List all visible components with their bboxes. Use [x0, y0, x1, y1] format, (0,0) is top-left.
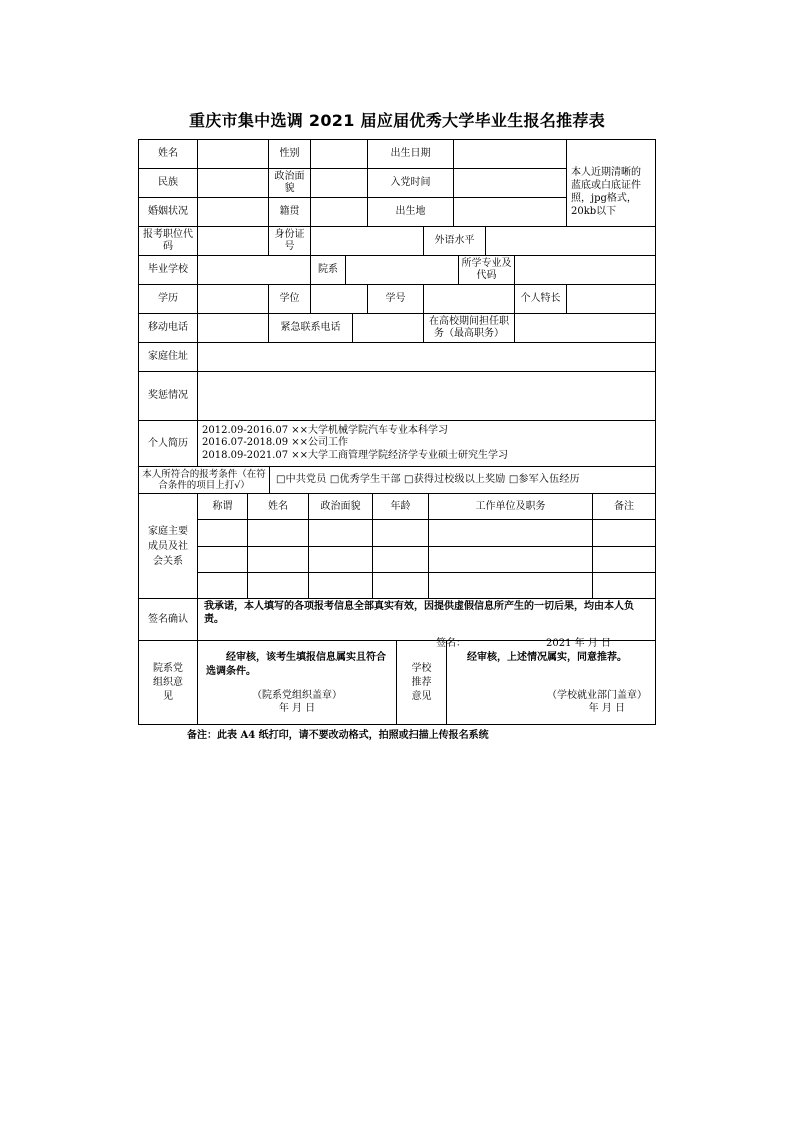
label-degree: 学位	[268, 284, 311, 314]
family-cell[interactable]	[247, 572, 309, 599]
family-cell[interactable]	[428, 519, 593, 547]
family-header-name: 姓名	[247, 493, 309, 520]
family-cell[interactable]	[197, 519, 248, 547]
label-foreign-language: 外语水平	[423, 226, 486, 256]
label-birth-date: 出生日期	[367, 139, 454, 169]
label-signature-confirm: 签名确认	[138, 598, 198, 641]
label-mobile: 移动电话	[138, 313, 198, 343]
field-resume[interactable]	[197, 420, 656, 467]
family-cell[interactable]	[372, 546, 429, 573]
school-opinion-text: 经审核，上述情况属实，同意推荐。	[467, 652, 627, 663]
field-id-number[interactable]	[310, 226, 424, 256]
label-awards: 奖惩情况	[138, 371, 198, 421]
label-major-code: 所学专业及代码	[458, 255, 515, 285]
label-resume: 个人简历	[138, 420, 198, 467]
family-cell[interactable]	[247, 519, 309, 547]
field-birth-date[interactable]	[453, 139, 567, 169]
label-conditions: 本人所符合的报考条件（在符合条件的项目上打√）	[138, 466, 270, 494]
family-header-age: 年龄	[372, 493, 429, 520]
label-marital-status: 婚姻状况	[138, 197, 198, 227]
field-specialty[interactable]	[566, 284, 656, 314]
resume-line: 2012.09-2016.07 ××大学机械学院汽车专业本科学习	[202, 424, 449, 436]
footnote: 备注：此表 A4 纸打印，请不要改动格式，拍照或扫描上传报名系统	[187, 730, 489, 741]
label-dept-opinion: 院系党组织意见	[138, 640, 198, 725]
label-school: 毕业学校	[138, 255, 198, 285]
family-cell[interactable]	[247, 546, 309, 573]
field-campus-post[interactable]	[514, 313, 656, 343]
family-cell[interactable]	[197, 546, 248, 573]
conditions-checkboxes[interactable]: □中共党员 □优秀学生干部 □获得过校级以上奖励 □参军入伍经历	[269, 466, 656, 494]
photo-placeholder[interactable]: 本人近期清晰的蓝底或白底证件照，jpg格式，20kb以下	[566, 139, 656, 227]
family-header-work: 工作单位及职务	[428, 493, 593, 520]
family-cell[interactable]	[308, 519, 373, 547]
family-cell[interactable]	[308, 546, 373, 573]
dept-date: 年 月 日	[278, 703, 316, 714]
label-education: 学历	[138, 284, 198, 314]
field-school[interactable]	[197, 255, 311, 285]
label-native-place: 籍贯	[268, 197, 311, 227]
family-cell[interactable]	[428, 546, 593, 573]
field-ethnicity[interactable]	[197, 168, 269, 198]
field-degree[interactable]	[310, 284, 368, 314]
family-cell[interactable]	[372, 572, 429, 599]
field-department[interactable]	[345, 255, 459, 285]
family-header-political: 政治面貌	[308, 493, 373, 520]
label-name: 姓名	[138, 139, 198, 169]
signature-label: 签名：	[436, 638, 466, 649]
field-awards[interactable]	[197, 371, 656, 421]
field-foreign-language[interactable]	[485, 226, 656, 256]
dept-opinion-box[interactable]	[197, 640, 397, 725]
label-birthplace: 出生地	[367, 197, 454, 227]
signature-box[interactable]	[197, 598, 656, 649]
resume-line: 2018.09-2021.07 ××大学工商管理学院经济学专业硕士研究生学习	[202, 449, 509, 461]
family-cell[interactable]	[308, 572, 373, 599]
field-marital-status[interactable]	[197, 197, 269, 227]
family-cell[interactable]	[372, 519, 429, 547]
school-stamp: （学校就业部门盖章）	[547, 690, 647, 701]
field-native-place[interactable]	[310, 197, 368, 227]
label-gender: 性别	[268, 139, 311, 169]
family-header-relation: 称谓	[197, 493, 248, 520]
label-specialty: 个人特长	[514, 284, 567, 314]
family-header-remark: 备注	[592, 493, 656, 520]
field-education[interactable]	[197, 284, 269, 314]
declaration-text: 我承诺，本人填写的各项报考信息全部真实有效，因提供虚假信息所产生的一切后果，均由本人负责。	[204, 601, 634, 625]
dept-opinion-text: 经审核，该考生填报信息属实且符合选调条件。	[206, 652, 386, 677]
school-opinion-box[interactable]	[446, 640, 656, 725]
family-cell[interactable]	[592, 572, 656, 599]
school-date: 年 月 日	[588, 703, 625, 714]
field-position-code[interactable]	[197, 226, 269, 256]
label-school-opinion: 学校推荐意见	[396, 640, 447, 725]
field-student-id[interactable]	[423, 284, 515, 314]
label-department: 院系	[310, 255, 346, 285]
label-id-number: 身份证号	[268, 226, 311, 256]
field-gender[interactable]	[310, 139, 368, 169]
family-cell[interactable]	[428, 572, 593, 599]
field-emergency-contact[interactable]	[352, 313, 424, 343]
label-family: 家庭主要成员及社会关系	[138, 493, 198, 599]
field-birthplace[interactable]	[453, 197, 567, 227]
resume-line: 2016.07-2018.09 ××公司工作	[202, 437, 349, 449]
signature-date: 2021 年 月 日	[546, 638, 611, 649]
label-emergency-contact: 紧急联系电话	[268, 313, 353, 343]
label-home-address: 家庭住址	[138, 342, 198, 372]
label-campus-post: 在高校期间担任职务（最高职务）	[423, 313, 515, 343]
label-political-status: 政治面貌	[268, 168, 311, 198]
label-student-id: 学号	[367, 284, 424, 314]
field-mobile[interactable]	[197, 313, 269, 343]
family-cell[interactable]	[197, 572, 248, 599]
family-cell[interactable]	[592, 519, 656, 547]
field-party-join-date[interactable]	[453, 168, 567, 198]
field-home-address[interactable]	[197, 342, 656, 372]
field-major-code[interactable]	[514, 255, 656, 285]
field-political-status[interactable]	[310, 168, 368, 198]
field-name[interactable]	[197, 139, 269, 169]
form-title: 重庆市集中选调 2021 届应届优秀大学毕业生报名推荐表	[188, 111, 606, 130]
label-party-join-date: 入党时间	[367, 168, 454, 198]
family-cell[interactable]	[592, 546, 656, 573]
dept-stamp: （院系党组织盖章）	[252, 690, 342, 701]
label-position-code: 报考职位代码	[138, 226, 198, 256]
label-ethnicity: 民族	[138, 168, 198, 198]
